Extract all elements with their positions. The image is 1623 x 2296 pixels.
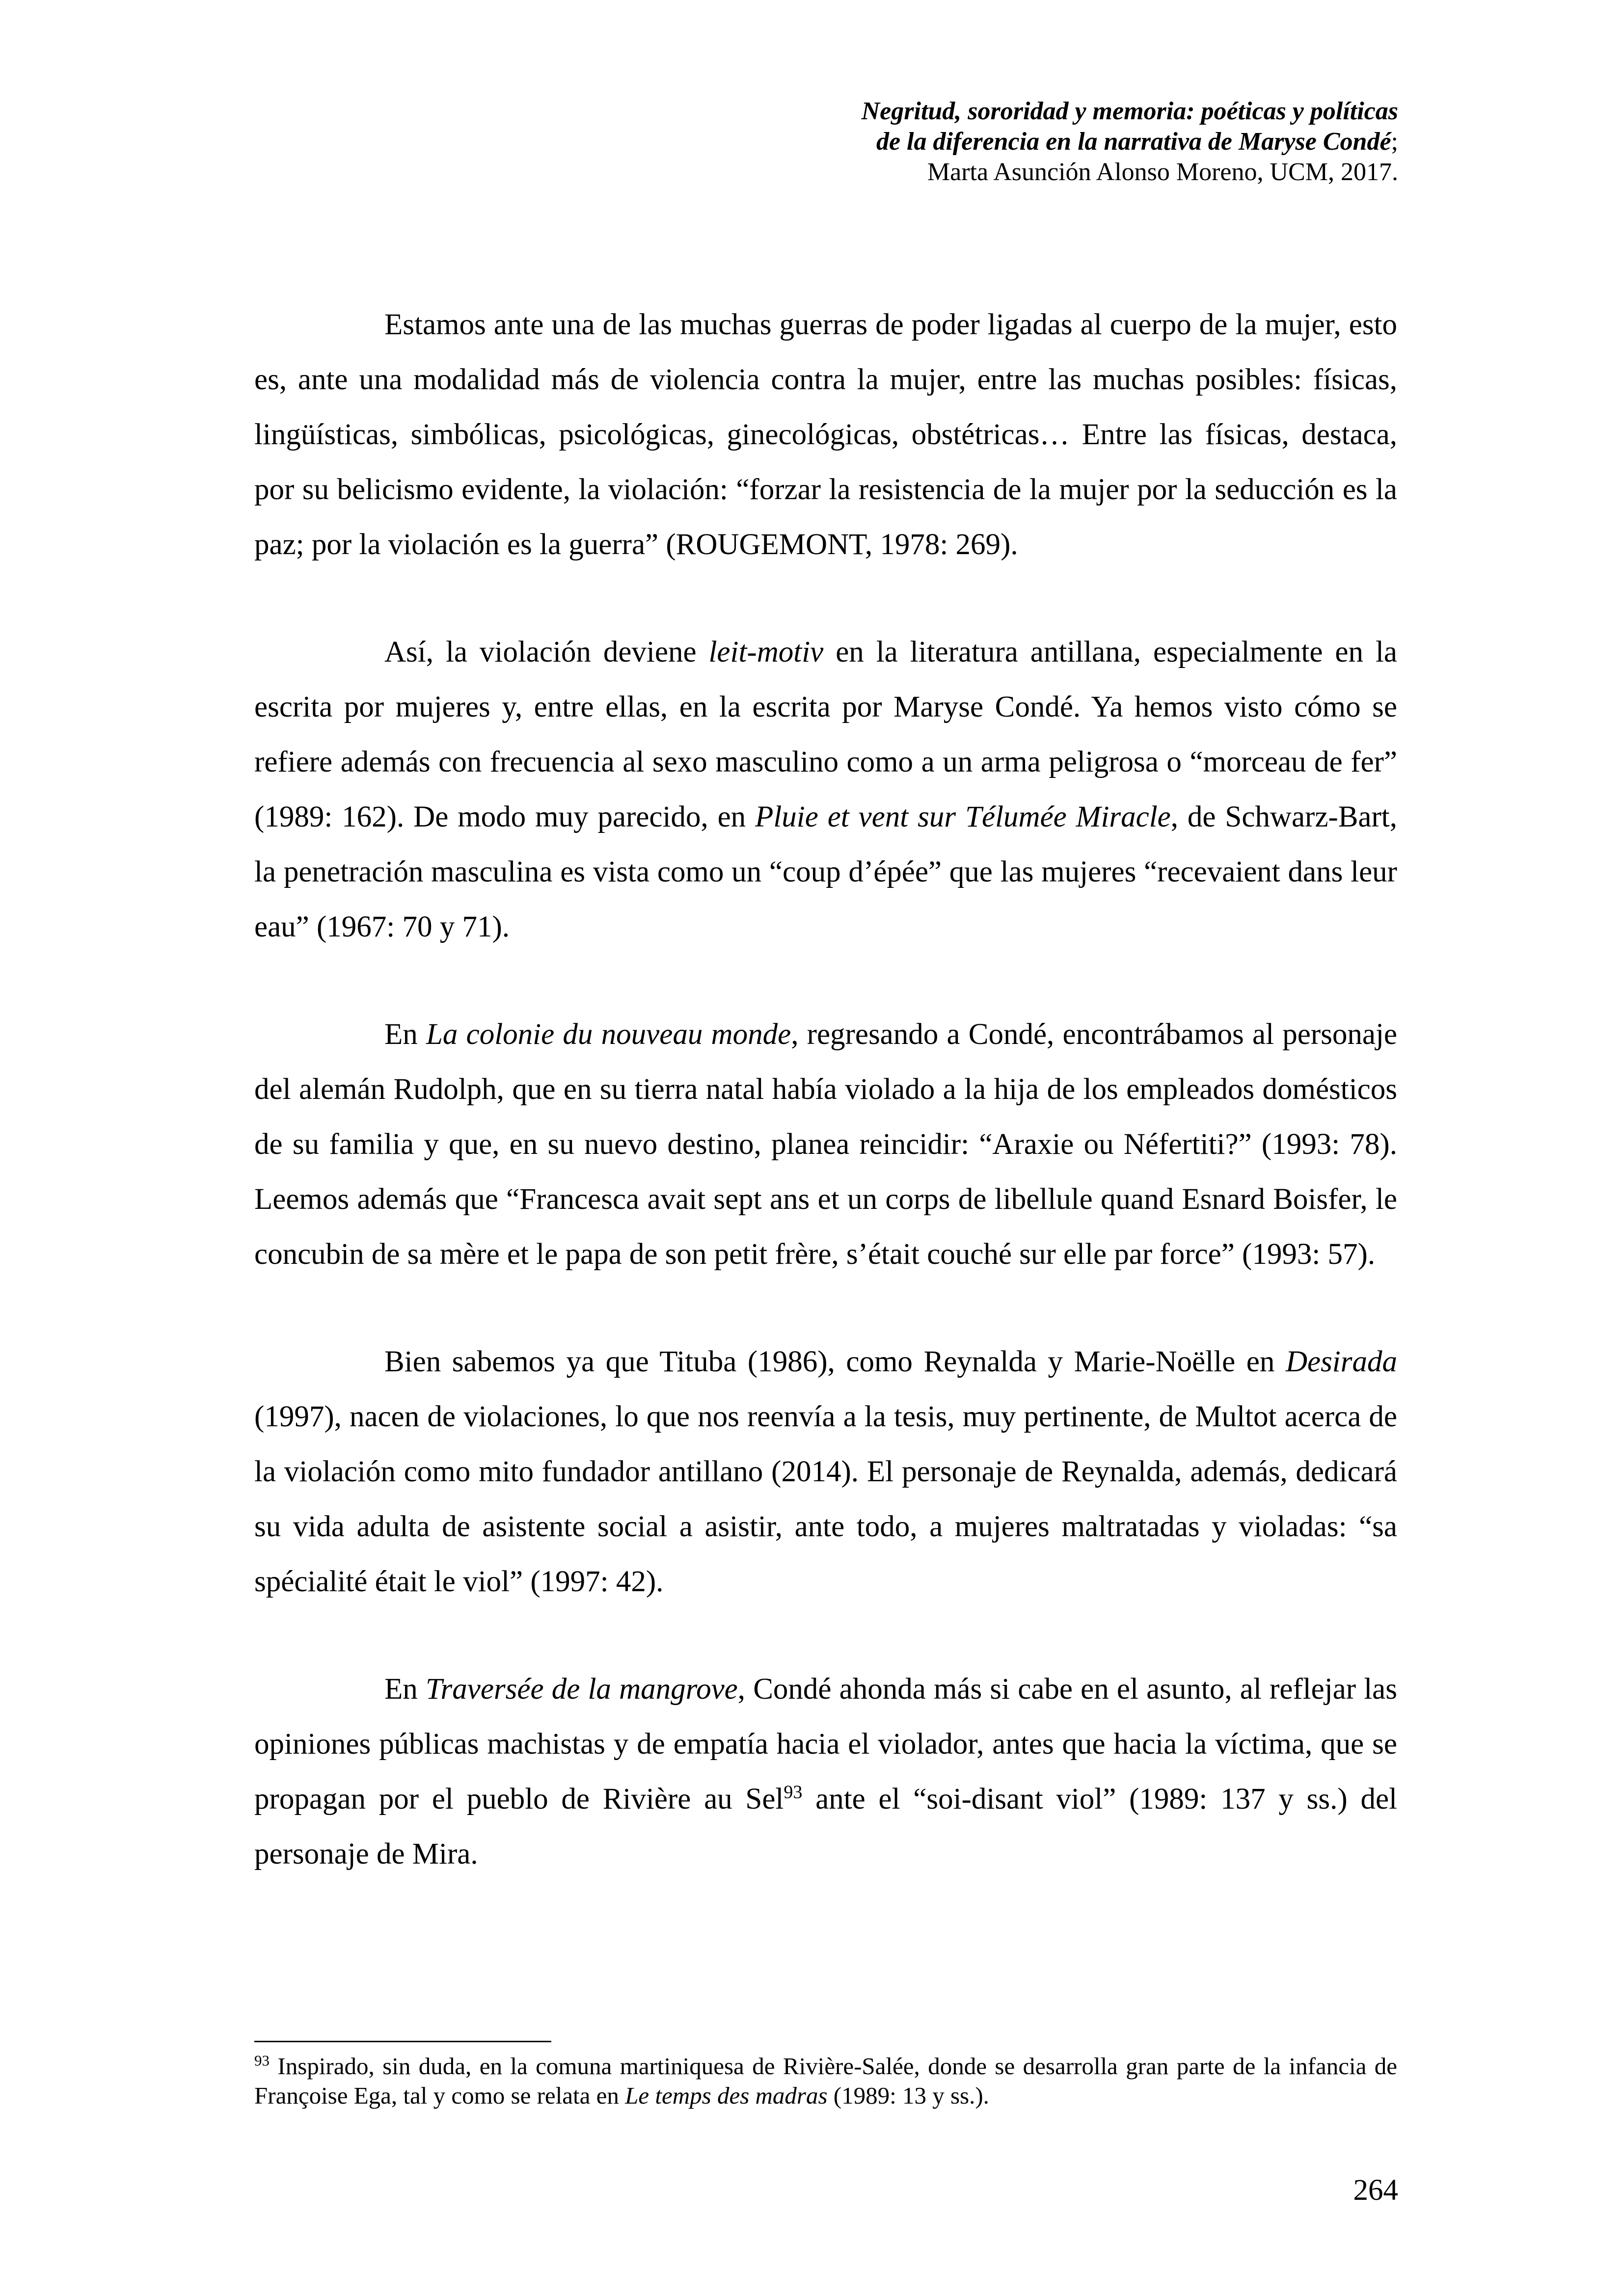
paragraph-2-text-c: , de Schwarz-Bart, la penetración masculina es vista como un “coup d’épée” que las mujeres “recevaient dans leur eau” (1967: 70 y 71). <box>254 801 1397 943</box>
header-title-line-2-suffix: ; <box>1391 128 1398 156</box>
paragraph-4-text-a: Bien sabemos ya que Tituba (1986), como Reynalda y Marie-Noëlle en <box>384 1345 1286 1378</box>
footnote-italic-1: Le temps des madras <box>625 2082 828 2109</box>
paragraph-3 <box>254 1007 1397 1282</box>
footnote-text-b: (1989: 13 y ss.). <box>827 2082 989 2109</box>
paragraph-3-text-b: , regresando a Condé, encontrábamos al personaje del alemán Rudolph, que en su tierra natal había violado a la hija de los empleados domésticos de su familia y que, en su nuevo destino, planea reincidir: “Araxie ou Néfertiti?” (1993: 78). Leemos además que “Francesca avait sept ans et un corps de libellule quand Esnard Boisfer, le concubin de sa mère et le papa de son petit frère, s’était couché sur elle par force” (1993: 57). <box>254 1018 1398 1271</box>
footnote-number: 93 <box>254 2052 270 2069</box>
paragraph-3-text-a: En <box>384 1018 426 1051</box>
paragraph-5-text-a: En <box>384 1673 426 1706</box>
body-text <box>254 297 1397 1934</box>
paragraph-5 <box>254 1662 1397 1882</box>
header-title-line-2-text: de la diferencia en la narrativa de Maryse Condé <box>876 128 1391 156</box>
paragraph-5-italic-1: Traversée de la mangrove <box>425 1673 738 1706</box>
paragraph-2-text-b: en la literatura antillana, especialmente en la escrita por mujeres y, entre ellas, en la escrita por Maryse Condé. Ya hemos visto cómo se refiere además con frecuencia al sexo masculino como a un arma peligrosa o “morceau de fer” (1989: 162). De modo muy parecido, en <box>254 636 1397 833</box>
paragraph-2-italic-2: Pluie et vent sur Télumée Miracle <box>755 801 1171 833</box>
header-title-line-2 <box>711 127 1398 157</box>
paragraph-3-italic-1: La colonie du nouveau monde <box>426 1018 791 1051</box>
paragraph-2 <box>254 625 1397 955</box>
footnote-reference[interactable]: 93 <box>784 1782 803 1803</box>
footnote-text-a: Inspirado, sin duda, en la comuna martiniquesa de Rivière-Salée, donde se desarrolla gran parte de la infancia de Françoise Ega, tal y como se relata en <box>254 2053 1397 2109</box>
running-header <box>711 96 1398 187</box>
paragraph-5-text-b: , Condé ahonda más si cabe en el asunto, al reflejar las opiniones públicas machistas y de empatía hacia el violador, antes que hacia la víctima, que se propagan por el pueblo de Rivière au Sel <box>254 1673 1397 1815</box>
footnote <box>254 2052 1397 2110</box>
paragraph-1: Estamos ante una de las muchas guerras de poder ligadas al cuerpo de la mujer, esto es, ante una modalidad más de violencia contra la mujer, entre las muchas posibles: físicas, lingüísticas, simbólicas, psicológicas, ginecológicas, obstétricas… Entre las físicas, destaca, por su belicismo evidente, la violación: “forzar la resistencia de la mujer por la seducción es la paz; por la violación es la guerra” (ROUGEMONT, 1978: 269). <box>254 308 1397 561</box>
paragraph-4-text-b: (1997), nacen de violaciones, lo que nos reenvía a la tesis, muy pertinente, de Multot acerca de la violación como mito fundador antillano (2014). El personaje de Reynalda, además, dedicará su vida adulta de asistente social a asistir, ante todo, a mujeres maltratadas y violadas: “sa spécialité était le viol” (1997: 42). <box>254 1400 1397 1598</box>
paragraph-2-text-a: Así, la violación deviene <box>384 636 709 668</box>
paragraph-2-italic-1: leit-motiv <box>708 636 824 668</box>
paragraph-4-italic-1: Desirada <box>1285 1345 1397 1378</box>
header-author: Marta Asunción Alonso Moreno, UCM, 2017. <box>927 158 1398 186</box>
paragraph-4 <box>254 1335 1397 1609</box>
page-number: 264 <box>1353 2174 1398 2207</box>
footnote-separator <box>254 2041 551 2042</box>
header-title-line-1: Negritud, sororidad y memoria: poéticas y políticas <box>861 97 1398 125</box>
paragraph-5-text-c: ante el “soi-disant viol” (1989: 137 y ss.) del personaje de Mira. <box>254 1783 1397 1870</box>
